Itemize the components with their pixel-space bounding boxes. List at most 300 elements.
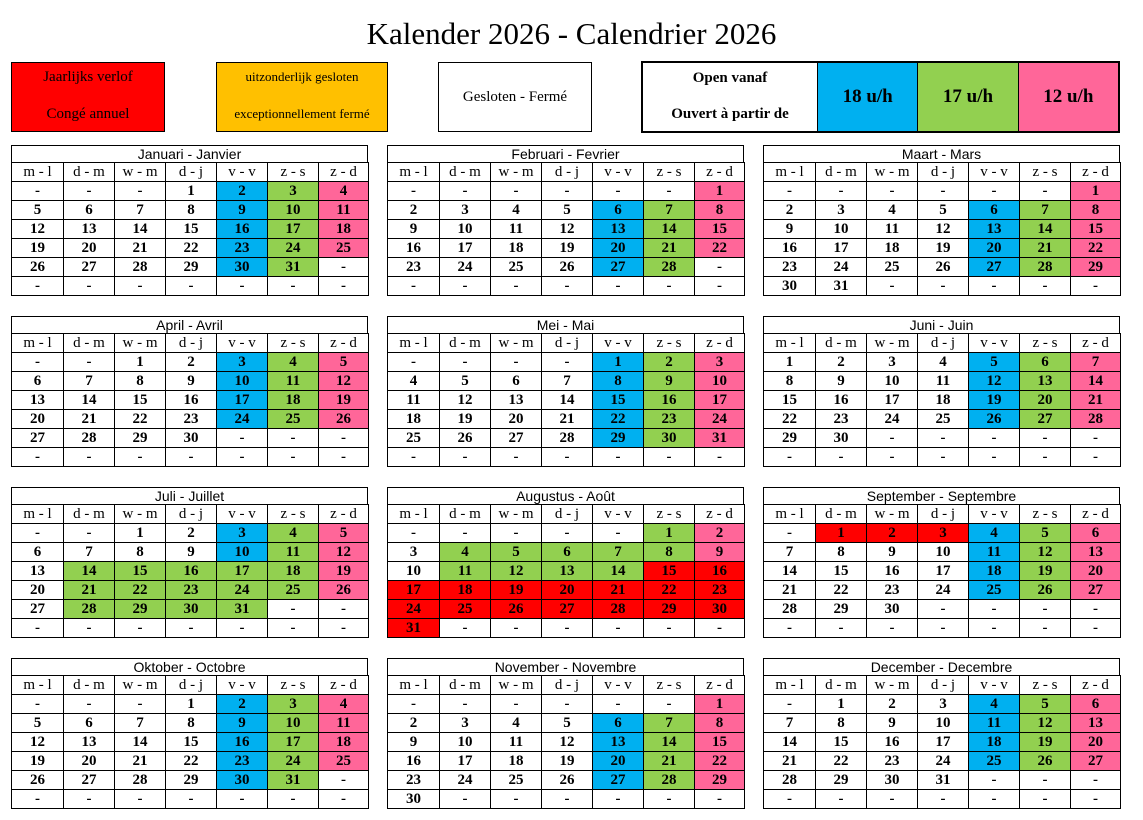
day-cell: 9 <box>816 372 867 391</box>
week-row <box>764 448 1121 467</box>
day-cell: - <box>440 448 491 467</box>
day-cell: 10 <box>268 714 319 733</box>
day-cell: 19 <box>491 581 542 600</box>
day-cell: - <box>695 448 745 467</box>
day-cell: - <box>867 277 918 296</box>
day-cell: 8 <box>695 714 745 733</box>
day-cell: 3 <box>217 524 268 543</box>
day-cell: 11 <box>319 714 369 733</box>
day-cell: - <box>764 695 816 714</box>
legend-annual-leave-nl: Jaarlijks verlof <box>43 69 133 85</box>
day-cell: 16 <box>217 220 268 239</box>
day-cell: 16 <box>217 733 268 752</box>
weekday-header: m - l <box>12 334 64 353</box>
day-cell: - <box>440 353 491 372</box>
week-row <box>12 771 369 790</box>
day-cell: 8 <box>1071 201 1121 220</box>
day-cell: 27 <box>12 429 64 448</box>
day-cell: 25 <box>268 410 319 429</box>
weekday-header: m - l <box>388 334 440 353</box>
day-cell: 21 <box>644 752 695 771</box>
page-title: Kalender 2026 - Calendrier 2026 <box>366 16 777 51</box>
day-cell: 27 <box>969 258 1020 277</box>
day-cell: 20 <box>969 239 1020 258</box>
day-cell: 6 <box>64 714 115 733</box>
day-cell: 26 <box>319 410 369 429</box>
day-cell: - <box>593 524 644 543</box>
month-8 <box>387 487 744 638</box>
day-cell: 29 <box>115 600 166 619</box>
day-cell: 8 <box>166 201 217 220</box>
week-row <box>12 448 369 467</box>
day-cell: 26 <box>491 600 542 619</box>
day-cell: - <box>764 524 816 543</box>
week-row <box>764 201 1121 220</box>
day-cell: 14 <box>764 562 816 581</box>
day-cell: 23 <box>764 258 816 277</box>
day-cell: 27 <box>12 600 64 619</box>
week-row <box>388 277 745 296</box>
day-cell: 3 <box>440 714 491 733</box>
day-cell: 21 <box>764 581 816 600</box>
day-cell: - <box>644 619 695 638</box>
weekday-header: m - l <box>388 505 440 524</box>
weekday-header-row <box>12 163 369 182</box>
day-cell: 17 <box>816 239 867 258</box>
day-cell: 25 <box>491 771 542 790</box>
day-cell: 30 <box>695 600 745 619</box>
day-cell: 16 <box>764 239 816 258</box>
day-cell: - <box>918 600 969 619</box>
weekday-header: z - d <box>695 163 745 182</box>
weekday-header: d - m <box>64 676 115 695</box>
day-cell: 23 <box>217 239 268 258</box>
weekday-header-row <box>388 163 745 182</box>
day-cell: - <box>593 277 644 296</box>
day-cell: - <box>1020 448 1071 467</box>
weekday-header: v - v <box>593 163 644 182</box>
day-cell: 11 <box>969 543 1020 562</box>
month-table <box>11 162 369 296</box>
day-cell: 3 <box>217 353 268 372</box>
weekday-header-row <box>764 505 1121 524</box>
day-cell: - <box>867 182 918 201</box>
month-table <box>387 162 745 296</box>
week-row <box>12 619 369 638</box>
day-cell: 16 <box>388 752 440 771</box>
day-cell: 25 <box>491 258 542 277</box>
day-cell: 7 <box>1020 201 1071 220</box>
day-cell: - <box>644 448 695 467</box>
day-cell: 15 <box>764 391 816 410</box>
day-cell: - <box>491 524 542 543</box>
day-cell: 22 <box>816 581 867 600</box>
day-cell: 3 <box>918 695 969 714</box>
week-row <box>388 429 745 448</box>
day-cell: - <box>593 790 644 809</box>
weekday-header: m - l <box>12 676 64 695</box>
week-row <box>388 524 745 543</box>
day-cell: 31 <box>816 277 867 296</box>
week-row <box>388 410 745 429</box>
day-cell: - <box>491 448 542 467</box>
day-cell: 17 <box>217 391 268 410</box>
day-cell: 6 <box>491 372 542 391</box>
day-cell: 11 <box>440 562 491 581</box>
day-cell: - <box>695 619 745 638</box>
day-cell: 7 <box>542 372 593 391</box>
day-cell: 18 <box>319 733 369 752</box>
weekday-header: w - m <box>491 505 542 524</box>
weekday-header: m - l <box>12 505 64 524</box>
day-cell: 11 <box>918 372 969 391</box>
day-cell: 7 <box>593 543 644 562</box>
weekday-header: d - j <box>918 334 969 353</box>
day-cell: 2 <box>217 695 268 714</box>
day-cell: - <box>918 182 969 201</box>
day-cell: 10 <box>867 372 918 391</box>
day-cell: 2 <box>388 714 440 733</box>
weekday-header: z - s <box>644 163 695 182</box>
day-cell: 31 <box>918 771 969 790</box>
week-row <box>388 714 745 733</box>
month-table <box>387 504 745 638</box>
day-cell: 1 <box>644 524 695 543</box>
week-row <box>388 695 745 714</box>
day-cell: - <box>491 619 542 638</box>
week-row <box>12 733 369 752</box>
week-row <box>388 733 745 752</box>
day-cell: 23 <box>867 581 918 600</box>
day-cell: - <box>319 448 369 467</box>
week-row <box>764 277 1121 296</box>
day-cell: - <box>542 695 593 714</box>
day-cell: 20 <box>1071 733 1121 752</box>
day-cell: 6 <box>12 372 64 391</box>
day-cell: 8 <box>695 201 745 220</box>
day-cell: 1 <box>816 695 867 714</box>
weekday-header: z - d <box>695 676 745 695</box>
weekday-header: w - m <box>867 505 918 524</box>
day-cell: 5 <box>918 201 969 220</box>
day-cell: 22 <box>115 581 166 600</box>
week-row <box>388 220 745 239</box>
day-cell: 17 <box>268 733 319 752</box>
month-table <box>11 675 369 809</box>
week-row <box>388 771 745 790</box>
day-cell: 23 <box>166 581 217 600</box>
day-cell: 13 <box>593 220 644 239</box>
day-cell: 1 <box>1071 182 1121 201</box>
day-cell: 18 <box>969 562 1020 581</box>
weekday-header-row <box>388 334 745 353</box>
day-cell: 28 <box>593 600 644 619</box>
month-4 <box>11 316 368 467</box>
week-row <box>388 600 745 619</box>
week-row <box>12 752 369 771</box>
day-cell: 14 <box>644 220 695 239</box>
day-cell: 13 <box>12 391 64 410</box>
month-6 <box>763 316 1120 467</box>
week-row <box>12 391 369 410</box>
day-cell: - <box>64 695 115 714</box>
week-row <box>764 258 1121 277</box>
day-cell: 2 <box>695 524 745 543</box>
week-row <box>764 733 1121 752</box>
day-cell: 21 <box>593 581 644 600</box>
month-table <box>763 504 1121 638</box>
day-cell: 13 <box>1071 714 1121 733</box>
day-cell: - <box>764 448 816 467</box>
weekday-header: d - m <box>64 334 115 353</box>
day-cell: 17 <box>867 391 918 410</box>
day-cell: - <box>64 448 115 467</box>
day-cell: - <box>388 182 440 201</box>
weekday-header: d - j <box>542 676 593 695</box>
day-cell: - <box>542 353 593 372</box>
week-row <box>12 429 369 448</box>
weekday-header: z - d <box>1071 505 1121 524</box>
weekday-header: z - d <box>319 163 369 182</box>
legend-exceptionally-closed-nl: uitzonderlijk gesloten <box>245 69 359 84</box>
day-cell: 6 <box>1071 695 1121 714</box>
day-cell: - <box>867 619 918 638</box>
day-cell: - <box>1071 277 1121 296</box>
month-table <box>387 333 745 467</box>
day-cell: 18 <box>491 239 542 258</box>
day-cell: - <box>166 277 217 296</box>
day-cell: 6 <box>64 201 115 220</box>
day-cell: 20 <box>64 752 115 771</box>
day-cell: 12 <box>12 733 64 752</box>
day-cell: 4 <box>867 201 918 220</box>
day-cell: - <box>268 600 319 619</box>
weekday-header: w - m <box>115 163 166 182</box>
day-cell: - <box>319 277 369 296</box>
day-cell: 27 <box>593 258 644 277</box>
day-cell: 25 <box>969 752 1020 771</box>
day-cell: 23 <box>695 581 745 600</box>
month-title: Augustus - Août <box>387 487 744 504</box>
day-cell: 4 <box>388 372 440 391</box>
day-cell: 21 <box>115 239 166 258</box>
day-cell: 23 <box>644 410 695 429</box>
day-cell: - <box>440 619 491 638</box>
weekday-header: z - d <box>695 334 745 353</box>
day-cell: - <box>542 182 593 201</box>
weekday-header: v - v <box>217 676 268 695</box>
week-row <box>12 714 369 733</box>
day-cell: 25 <box>319 752 369 771</box>
weekday-header: d - m <box>440 505 491 524</box>
day-cell: 7 <box>764 543 816 562</box>
day-cell: 20 <box>1020 391 1071 410</box>
day-cell: 20 <box>593 239 644 258</box>
day-cell: 22 <box>644 581 695 600</box>
day-cell: 19 <box>918 239 969 258</box>
day-cell: 8 <box>166 714 217 733</box>
day-cell: 1 <box>115 524 166 543</box>
day-cell: 15 <box>115 562 166 581</box>
day-cell: - <box>319 771 369 790</box>
day-cell: 22 <box>115 410 166 429</box>
day-cell: 17 <box>918 562 969 581</box>
weekday-header-row <box>12 505 369 524</box>
day-cell: 29 <box>1071 258 1121 277</box>
day-cell: 23 <box>867 752 918 771</box>
day-cell: 6 <box>12 543 64 562</box>
day-cell: 22 <box>593 410 644 429</box>
day-cell: 12 <box>319 543 369 562</box>
week-row <box>764 220 1121 239</box>
day-cell: 14 <box>542 391 593 410</box>
day-cell: 16 <box>166 391 217 410</box>
day-cell: 17 <box>695 391 745 410</box>
weekday-header-row <box>12 676 369 695</box>
day-cell: 30 <box>166 600 217 619</box>
week-row <box>764 562 1121 581</box>
day-cell: 29 <box>764 429 816 448</box>
weekday-header: d - j <box>918 505 969 524</box>
day-cell: - <box>969 448 1020 467</box>
weekday-header: z - s <box>1020 334 1071 353</box>
day-cell: 20 <box>12 410 64 429</box>
day-cell: 28 <box>764 771 816 790</box>
weekday-header: v - v <box>593 334 644 353</box>
week-row <box>764 695 1121 714</box>
day-cell: 8 <box>764 372 816 391</box>
month-title: Mei - Mai <box>387 316 744 333</box>
day-cell: 19 <box>319 562 369 581</box>
day-cell: - <box>12 448 64 467</box>
day-cell: - <box>1020 790 1071 809</box>
day-cell: 13 <box>1020 372 1071 391</box>
day-cell: 10 <box>388 562 440 581</box>
week-row <box>764 410 1121 429</box>
legend-open-from-nl: Open vanaf <box>692 70 768 86</box>
legend-closed-label: Gesloten - Fermé <box>462 89 568 105</box>
week-row <box>764 429 1121 448</box>
day-cell: - <box>12 790 64 809</box>
day-cell: - <box>1020 277 1071 296</box>
day-cell: 5 <box>12 201 64 220</box>
day-cell: 22 <box>695 239 745 258</box>
day-cell: - <box>64 277 115 296</box>
week-row <box>388 353 745 372</box>
day-cell: 31 <box>217 600 268 619</box>
day-cell: - <box>388 695 440 714</box>
day-cell: - <box>918 790 969 809</box>
day-cell: 28 <box>115 771 166 790</box>
day-cell: 27 <box>542 600 593 619</box>
day-cell: 30 <box>644 429 695 448</box>
day-cell: 22 <box>166 752 217 771</box>
day-cell: - <box>1020 182 1071 201</box>
day-cell: - <box>491 182 542 201</box>
day-cell: 21 <box>115 752 166 771</box>
day-cell: - <box>440 790 491 809</box>
legend-annual-leave-fr: Congé annuel <box>46 106 130 122</box>
day-cell: 17 <box>388 581 440 600</box>
weekday-header: w - m <box>867 163 918 182</box>
day-cell: - <box>115 182 166 201</box>
weekday-header-row <box>764 163 1121 182</box>
day-cell: 15 <box>816 733 867 752</box>
day-cell: 28 <box>644 258 695 277</box>
day-cell: - <box>268 790 319 809</box>
day-cell: - <box>593 448 644 467</box>
day-cell: 14 <box>64 562 115 581</box>
day-cell: 27 <box>64 258 115 277</box>
day-cell: - <box>388 353 440 372</box>
day-cell: 16 <box>867 562 918 581</box>
weekday-header: w - m <box>115 505 166 524</box>
day-cell: 27 <box>593 771 644 790</box>
day-cell: - <box>695 790 745 809</box>
day-cell: 28 <box>1071 410 1121 429</box>
month-title: April - Avril <box>11 316 368 333</box>
day-cell: 23 <box>388 258 440 277</box>
legend-open-from <box>641 61 1120 133</box>
day-cell: 27 <box>1020 410 1071 429</box>
day-cell: - <box>1071 600 1121 619</box>
day-cell: 9 <box>166 543 217 562</box>
day-cell: 4 <box>918 353 969 372</box>
weekday-header: z - s <box>1020 676 1071 695</box>
legend-exceptionally-closed <box>216 62 388 132</box>
day-cell: 29 <box>695 771 745 790</box>
day-cell: - <box>491 790 542 809</box>
day-cell: - <box>12 695 64 714</box>
day-cell: 9 <box>388 733 440 752</box>
day-cell: 19 <box>542 239 593 258</box>
weekday-header: z - s <box>644 334 695 353</box>
weekday-header: d - j <box>166 676 217 695</box>
week-row <box>764 752 1121 771</box>
day-cell: 2 <box>644 353 695 372</box>
day-cell: 6 <box>542 543 593 562</box>
day-cell: - <box>217 448 268 467</box>
weekday-header: w - m <box>491 163 542 182</box>
day-cell: 7 <box>644 714 695 733</box>
day-cell: - <box>115 790 166 809</box>
day-cell: 19 <box>969 391 1020 410</box>
day-cell: 19 <box>12 752 64 771</box>
legend-open-17h: 17 u/h <box>917 63 1017 131</box>
day-cell: 8 <box>115 543 166 562</box>
day-cell: 29 <box>166 771 217 790</box>
day-cell: 3 <box>695 353 745 372</box>
day-cell: 23 <box>388 771 440 790</box>
day-cell: 30 <box>867 600 918 619</box>
day-cell: 11 <box>867 220 918 239</box>
day-cell: 15 <box>166 220 217 239</box>
day-cell: 18 <box>388 410 440 429</box>
day-cell: 8 <box>816 543 867 562</box>
weekday-header: m - l <box>764 505 816 524</box>
day-cell: 13 <box>542 562 593 581</box>
weekday-header: z - s <box>644 505 695 524</box>
day-cell: 9 <box>764 220 816 239</box>
day-cell: - <box>1020 429 1071 448</box>
day-cell: 13 <box>64 220 115 239</box>
weekday-header: v - v <box>593 676 644 695</box>
day-cell: 9 <box>867 543 918 562</box>
day-cell: 13 <box>64 733 115 752</box>
day-cell: 28 <box>644 771 695 790</box>
day-cell: 17 <box>440 239 491 258</box>
day-cell: - <box>115 695 166 714</box>
